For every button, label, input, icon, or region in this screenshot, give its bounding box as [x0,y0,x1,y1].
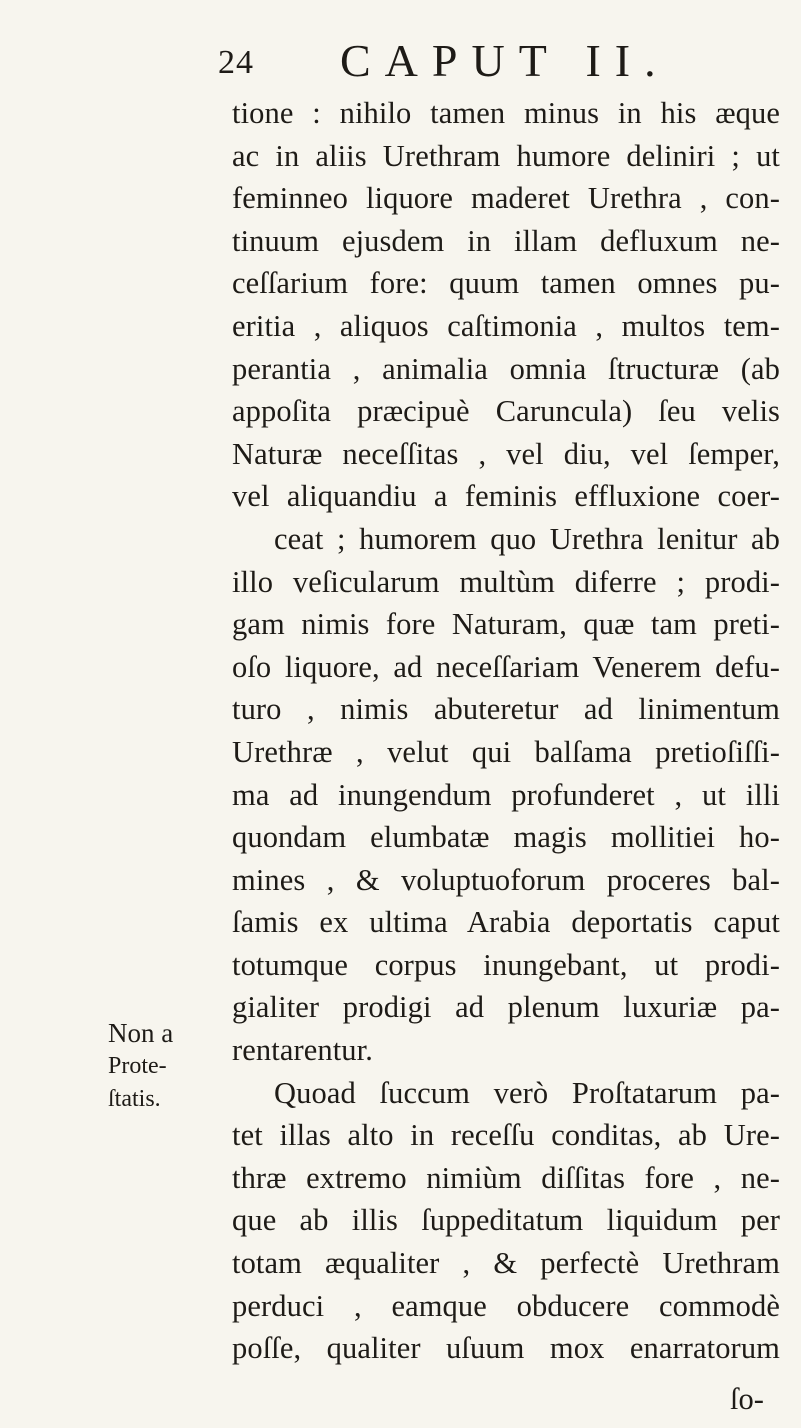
running-head: CAPUT II. [340,35,670,86]
margin-note [108,1016,228,1116]
catchword: ſo- [730,1382,764,1416]
text-line: ceat ; humorem quo Urethra lenitur ab [274,521,780,556]
text-line: poſſe, qualiter uſuum mox enarratorum [232,1331,780,1366]
text-line: vel aliquandiu a feminis effluxione coer- [232,479,780,514]
text-line: perduci , eamque obducere commodè [232,1288,780,1323]
text-line: gialiter prodigi ad plenum luxuriæ pa- [232,990,780,1025]
margin-note-line: Prote- [108,1053,167,1079]
text-line: Quoad ſuccum verò Proſtatarum pa- [274,1075,780,1110]
text-line: perantia , animalia omnia ſtructuræ (ab [232,351,780,386]
page-number: 24 [218,44,254,81]
text-line: mines , & voluptuoforum proceres bal- [232,862,780,897]
text-line: eritia , aliquos caſtimonia , multos tem- [232,308,780,343]
text-line: turo , nimis abuteretur ad linimentum [232,692,780,727]
text-line: ceſſarium fore: quum tamen omnes pu- [232,266,780,301]
text-line: gam nimis fore Naturam, quæ tam preti- [232,607,780,642]
text-line: oſo liquore, ad neceſſariam Venerem defu- [232,649,780,684]
text-line: quondam elumbatæ magis mollitiei ho- [232,820,780,855]
text-line: tet illas alto in receſſu conditas, ab Ure- [232,1118,780,1153]
text-line: Naturæ neceſſitas , vel diu, vel ſemper, [232,436,780,471]
text-line: appoſita præcipuè Caruncula) ſeu velis [232,394,780,429]
text-line: illo veſicularum multùm diferre ; prodi- [232,564,780,599]
text-line: thræ extremo nimiùm diſſitas fore , ne- [232,1160,780,1195]
text-line: ſamis ex ultima Arabia deportatis caput [232,905,780,940]
text-line: feminneo liquore maderet Urethra , con- [232,181,780,216]
margin-note-line: Non a [108,1018,174,1048]
text-line: Urethræ , velut qui balſama pretioſiſſi- [232,734,780,769]
text-line: totam æqualiter , & perfectè Urethram [232,1246,780,1281]
body-text [232,92,780,1370]
text-line: ac in aliis Urethram humore deliniri ; ut [232,138,780,173]
page-header [218,28,778,94]
text-line: tinuum ejusdem in illam defluxum ne- [232,223,780,258]
text-line: rentarentur. [232,1033,373,1068]
text-line: totumque corpus inungebant, ut prodi- [232,947,780,982]
text-line: tione : nihilo tamen minus in his æque [232,96,780,130]
text-line: ma ad inungendum profunderet , ut illi [232,777,780,812]
margin-note-line: ſtatis. [108,1086,161,1112]
text-line: que ab illis ſuppeditatum liquidum per [232,1203,780,1238]
